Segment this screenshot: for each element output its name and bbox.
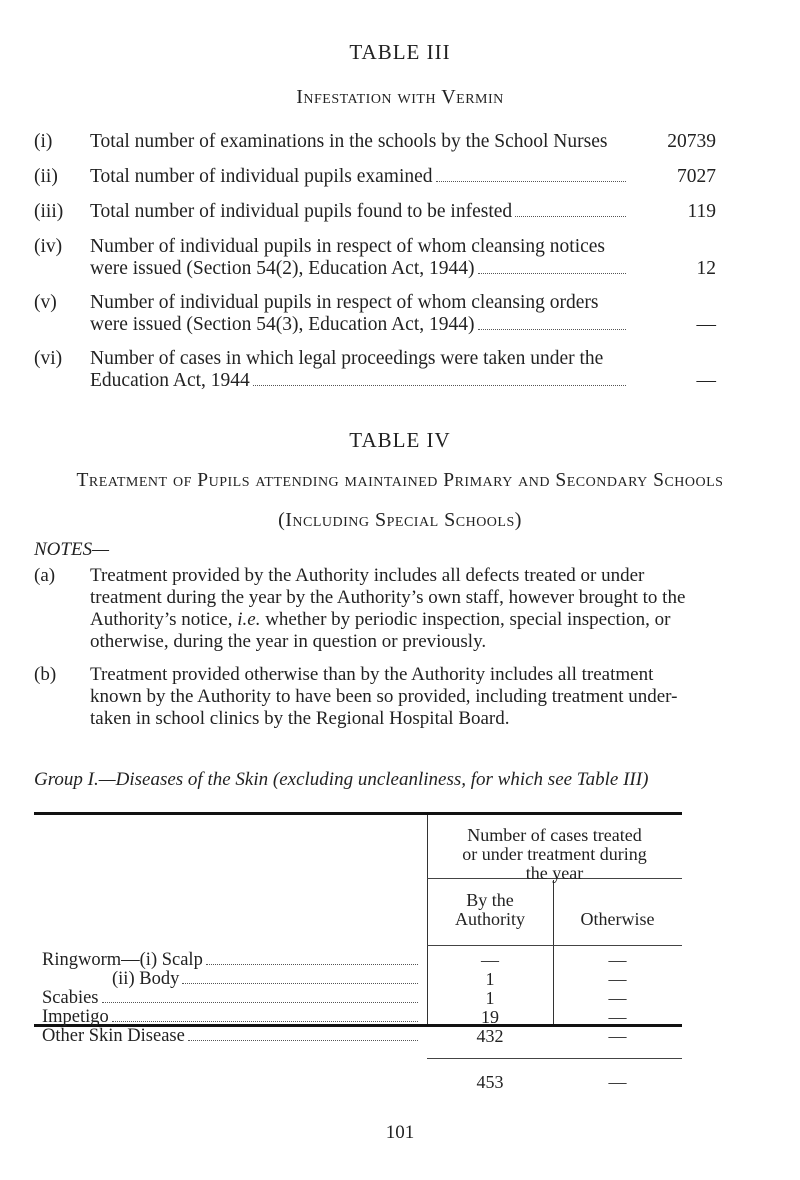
- item-number: (iii): [34, 201, 64, 222]
- table-iii-item: [34, 348, 716, 392]
- table-row-label: [42, 989, 422, 1008]
- item-value: —: [696, 370, 716, 391]
- by-authority-cell: 1: [485, 988, 495, 1008]
- item-line: Number of cases in which legal proceedings were taken under the: [90, 348, 604, 369]
- table-iii-item: [34, 166, 716, 188]
- note-a: [34, 565, 686, 655]
- item-number: (ii): [34, 166, 58, 187]
- item-number: (v): [34, 292, 57, 313]
- subheader-rule: [427, 945, 682, 946]
- page-number: 101: [385, 1122, 415, 1143]
- otherwise-cell: —: [608, 988, 627, 1008]
- row-label-text: (ii) Body: [112, 969, 180, 989]
- note-b-number: (b): [34, 664, 57, 685]
- by-authority-cell: —: [481, 950, 499, 970]
- item-number: (i): [34, 131, 53, 152]
- header-main: Number of cases treated or under treatment during the year: [462, 825, 647, 883]
- item-number: (iv): [34, 236, 63, 257]
- row-label-text: Impetigo: [42, 1007, 109, 1027]
- table-iii-item: [34, 131, 716, 153]
- otherwise-cell: —: [608, 1007, 627, 1027]
- row-label-text: Scabies: [42, 988, 99, 1008]
- table-row-label: [42, 1027, 422, 1046]
- total-otherwise: —: [608, 1072, 627, 1092]
- leader-dots: [253, 385, 626, 386]
- table-row-label: [42, 970, 422, 989]
- item-number: (vi): [34, 348, 63, 369]
- item-value: 12: [696, 258, 716, 279]
- table-iii-subtitle: Infestation with Vermin: [296, 86, 504, 108]
- col-otherwise-header: Otherwise: [580, 909, 655, 929]
- leader-dots: [112, 1021, 418, 1022]
- item-value: 119: [687, 201, 716, 222]
- table-iv-heading: Treatment of Pupils attending maintained Primary and Secondary Schools: [76, 470, 724, 491]
- table-iv-subheading: (Including Special Schools): [278, 509, 522, 531]
- leader-dots: [102, 1002, 418, 1003]
- item-value: —: [696, 314, 716, 335]
- notes-label: NOTES—: [34, 539, 109, 560]
- item-line: Number of individual pupils in respect of whom cleansing orders: [90, 292, 599, 313]
- by-authority-cell: 432: [476, 1026, 504, 1046]
- col-by-authority-header: By the Authority: [455, 890, 525, 929]
- row-label-text: Ringworm—(i) Scalp: [42, 950, 203, 970]
- note-b: [34, 664, 686, 734]
- otherwise-cell: —: [608, 950, 627, 970]
- total-by-authority: 453: [476, 1072, 504, 1092]
- leader-dots: [182, 983, 418, 984]
- item-line: Total number of individual pupils examined: [90, 166, 433, 187]
- total-rule: [427, 1058, 682, 1059]
- row-label-text: Other Skin Disease: [42, 1026, 185, 1046]
- table-row-label: [42, 951, 422, 970]
- note-a-number: (a): [34, 565, 56, 586]
- item-line: Total number of examinations in the schools by the School Nurses: [90, 131, 608, 152]
- item-line: Education Act, 1944: [90, 370, 250, 391]
- group-heading: Group I.—Diseases of the Skin (excluding uncleanliness, for which see Table III): [34, 769, 649, 790]
- item-value: 20739: [667, 131, 716, 152]
- table-row-label: [42, 1008, 422, 1027]
- leader-dots: [188, 1040, 418, 1041]
- note-b-text: Treatment provided otherwise than by the Authority includes all treatment known by the Authority to have been so provided, including treatment under-taken in school clinics by the Regional Hospital Board.: [90, 664, 678, 729]
- item-line: Total number of individual pupils found to be infested: [90, 201, 513, 222]
- otherwise-cell: —: [608, 969, 627, 989]
- item-line: Number of individual pupils in respect of whom cleansing notices: [90, 236, 606, 257]
- otherwise-cell: —: [608, 1026, 627, 1046]
- table-iii-title: TABLE III: [349, 40, 451, 64]
- leader-dots: [206, 964, 418, 965]
- table-iii-item: [34, 236, 716, 280]
- note-a-text: Treatment provided by the Authority includes all defects treated or under treatment during the year by the Authority’s own staff, however brought to the Authority’s notice, i.e. whether by periodic inspection, special inspection, or otherwise, during the year in question or previously.: [90, 565, 686, 652]
- item-value: 7027: [677, 166, 716, 187]
- table-iv-title: TABLE IV: [349, 428, 451, 452]
- table-top-rule: [34, 812, 682, 815]
- item-line: were issued (Section 54(2), Education Act, 1944): [90, 258, 475, 279]
- item-line: were issued (Section 54(3), Education Act, 1944): [90, 314, 475, 335]
- by-authority-cell: 19: [481, 1007, 499, 1027]
- table-iii-item: [34, 292, 716, 336]
- by-authority-cell: 1: [485, 969, 495, 989]
- table-iii-item: [34, 201, 716, 223]
